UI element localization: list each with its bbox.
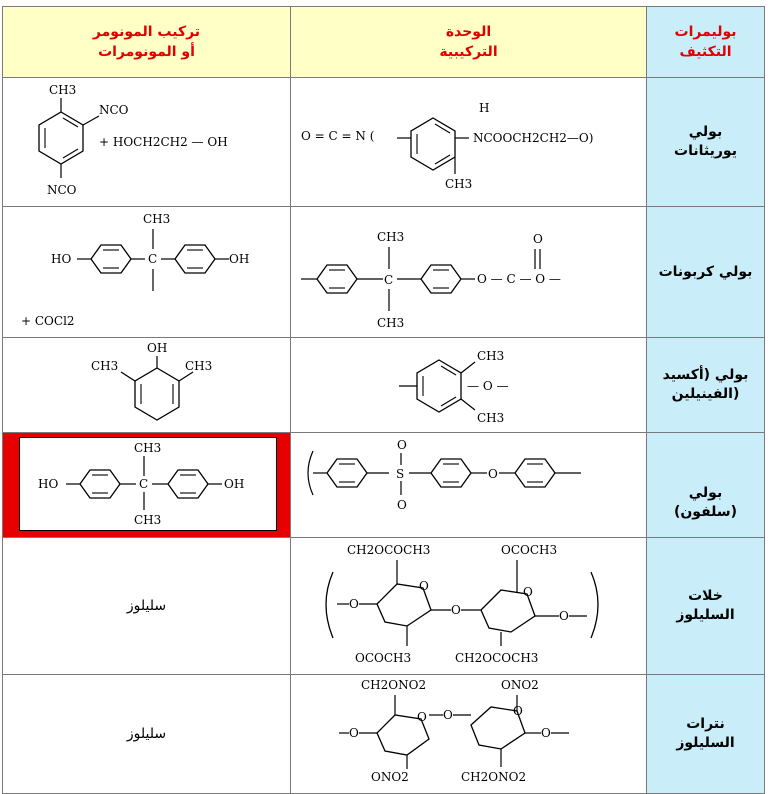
unit-cell-polysulfone: [291, 433, 647, 538]
ring-double-bond: [435, 155, 450, 164]
bottom-right-group: CH2ONO2: [461, 770, 527, 784]
name-line2: يوريثانات: [674, 143, 737, 159]
name-line1: بولي: [688, 485, 723, 501]
ring-double-bond: [63, 149, 78, 158]
header-polymer-line2: التكثيف: [679, 44, 732, 60]
benzene-ring-3: [515, 459, 555, 487]
ring-o-label: O: [513, 704, 523, 718]
ho-label: HO: [38, 477, 59, 491]
benzene-ring-right: [168, 470, 208, 498]
row-polyphenylene-oxide: [3, 338, 765, 433]
header-monomer-line1: تركيب المونومر: [92, 24, 201, 40]
ch3-left-label: CH3: [91, 359, 119, 373]
c-label: C: [139, 477, 149, 491]
header-unit-line2: التركيبية: [439, 44, 498, 60]
ch3-top-label: CH3: [143, 212, 171, 226]
polymer-name-cellulose-acetate: [647, 538, 765, 675]
oh-label: OH: [224, 477, 245, 491]
o-top-label: O: [397, 438, 407, 452]
header-unit-line1: الوحدة: [445, 24, 492, 40]
benzene-ring-right: [421, 265, 461, 293]
oh-label: OH: [229, 252, 250, 266]
monomer-cell-polyphenylene-oxide: [3, 338, 291, 433]
polycarbonate-unit-structure: [291, 207, 647, 337]
reagent-label: + COCl2: [21, 314, 75, 328]
name-line2: الفينيلين): [671, 386, 740, 402]
benzene-ring: [417, 360, 461, 412]
ppo-monomer-structure: [3, 338, 291, 432]
polysulfone-monomer-structure: [20, 438, 276, 530]
ho-label: HO: [51, 252, 72, 266]
monomer-cell-polysulfone: [3, 433, 291, 538]
ring-o-label: O: [523, 585, 533, 599]
top-left-group: CH2OCOCH3: [347, 543, 431, 557]
benzene-ring-left: [80, 470, 120, 498]
polymer-name-polysulfone: [647, 433, 765, 538]
name-line1: خلات: [688, 588, 723, 604]
ring-double-bond: [435, 124, 450, 133]
header-row: [3, 7, 765, 78]
name-line2: (سلفون): [673, 504, 738, 520]
ch3-top-label: CH3: [134, 441, 162, 455]
ring-double-bond: [441, 397, 456, 406]
nco-top-label: NCO: [99, 103, 129, 117]
bottom-right-group: CH2OCOCH3: [455, 651, 539, 665]
ch3-label: CH3: [49, 83, 77, 97]
name-line1: بولي كربونات: [658, 263, 753, 280]
name-line1: بولي: [688, 124, 723, 140]
header-polymer: [647, 7, 765, 78]
monomer-cell-cellulose-nitrate: [3, 675, 291, 794]
monomer-cell-cellulose-acetate: [3, 538, 291, 675]
header-unit: [291, 7, 647, 78]
polymer-name-polycarbonate: [647, 207, 765, 338]
open-bracket: [326, 572, 333, 638]
open-bracket: [308, 451, 313, 495]
monomer-cell-polycarbonate: [3, 207, 291, 338]
name-line2: السليلوز: [676, 735, 735, 751]
name-line1: بولي (أكسيد: [662, 367, 749, 383]
bond: [461, 362, 475, 373]
monomer-cellulose-label: سليلوز: [126, 598, 167, 614]
unit-cell-polyphenylene-oxide: [291, 338, 647, 433]
benzene-ring-right: [175, 245, 215, 273]
bond: [461, 399, 475, 410]
row-polycarbonate: [3, 207, 765, 338]
cellulose-nitrate-structure: [291, 675, 647, 793]
row-cellulose-nitrate: [3, 675, 765, 794]
monomer-cellulose-label: سليلوز: [126, 726, 167, 742]
benzene-ring: [135, 368, 179, 420]
ch3-right-label: CH3: [185, 359, 213, 373]
ch3-bottom-label: CH3: [134, 513, 162, 527]
unit-cell-polyurethane: [291, 78, 647, 207]
o-link-label: O: [488, 467, 498, 481]
unit-cell-cellulose-acetate: [291, 538, 647, 675]
c-label: C: [148, 252, 158, 266]
monomer-cell-polyurethane: [3, 78, 291, 207]
reagent-label: + HOCH2CH2 — OH: [99, 135, 228, 149]
benzene-ring-left: [317, 265, 357, 293]
ring-double-bond: [63, 118, 78, 127]
header-polymer-line1: بوليمرات: [674, 24, 737, 40]
o-label: O: [541, 726, 551, 740]
unit-prefix-label: O = C = N (: [301, 129, 375, 143]
glycosidic-o-label: O: [443, 708, 453, 722]
top-right-group: OCOCH3: [501, 543, 558, 557]
benzene-ring: [39, 112, 83, 164]
bottom-left-group: OCOCH3: [355, 651, 412, 665]
glycosidic-o-label: O: [451, 603, 461, 617]
polymer-name-polyurethane: [647, 78, 765, 207]
name-line1: نترات: [686, 716, 725, 732]
ppo-unit-structure: [291, 338, 647, 432]
o-double-label: O: [533, 232, 543, 246]
name-line2: السليلوز: [676, 607, 735, 623]
polycarbonate-monomer-structure: [3, 207, 291, 337]
close-bracket: [591, 572, 598, 638]
ch3-bottom-label: CH3: [377, 316, 405, 330]
top-left-group: CH2ONO2: [361, 678, 427, 692]
polymer-name-cellulose-nitrate: [647, 675, 765, 794]
benzene-ring: [411, 118, 455, 170]
unit-cell-polycarbonate: [291, 207, 647, 338]
o-label: O: [559, 609, 569, 623]
ring-o-label: O: [417, 710, 427, 724]
ch3-top-label: CH3: [377, 230, 405, 244]
ring-double-bond: [441, 366, 456, 375]
benzene-ring-left: [91, 245, 131, 273]
nco-bottom-label: NCO: [47, 183, 77, 197]
ring-o-label: O: [419, 579, 429, 593]
bond: [121, 372, 135, 381]
header-monomer-line2: أو المونومرات: [98, 44, 195, 60]
carbonate-tail-label: O — C — O —: [477, 272, 561, 286]
benzene-ring-1: [327, 459, 367, 487]
oxygen-link-label: — O —: [467, 379, 509, 393]
bond: [179, 372, 193, 381]
bottom-left-group: ONO2: [371, 770, 409, 784]
c-label: C: [384, 273, 394, 287]
header-monomer: [3, 7, 291, 78]
ch3-bottom-label: CH3: [477, 411, 505, 425]
o-bottom-label: O: [397, 498, 407, 512]
cellulose-acetate-structure: [291, 538, 647, 674]
top-right-group: ONO2: [501, 678, 539, 692]
polyurethane-unit-structure: [291, 78, 647, 206]
polymer-table: [2, 6, 765, 794]
ch3-top-label: CH3: [477, 349, 505, 363]
polyurethane-monomer-structure: [3, 78, 291, 206]
highlighted-monomer-box: [19, 437, 277, 531]
oh-label: OH: [147, 341, 168, 355]
polysulfone-unit-structure: [291, 433, 647, 537]
unit-cell-cellulose-nitrate: [291, 675, 647, 794]
polymer-name-polyphenylene-oxide: [647, 338, 765, 433]
bond: [83, 116, 99, 125]
row-polysulfone: [3, 433, 765, 538]
h-label: H: [479, 101, 490, 115]
s-label: S: [396, 467, 405, 481]
row-polyurethane: [3, 78, 765, 207]
row-cellulose-acetate: [3, 538, 765, 675]
o-label: O: [349, 597, 359, 611]
o-label: O: [349, 726, 359, 740]
unit-chain-label: NCOOCH2CH2—O): [473, 131, 594, 145]
benzene-ring-2: [431, 459, 471, 487]
unit-ch3-label: CH3: [445, 177, 473, 191]
